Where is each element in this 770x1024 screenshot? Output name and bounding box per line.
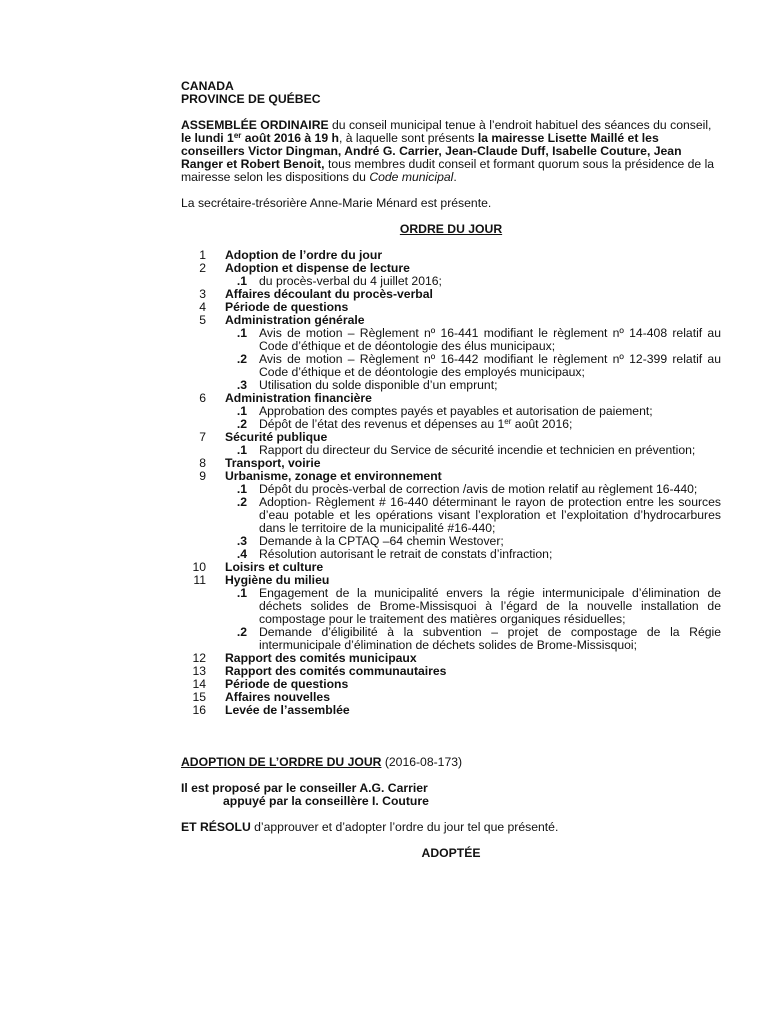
agenda-subitem-number: .1 (236, 404, 247, 418)
agenda-subitem-number: .1 (236, 443, 247, 457)
secretary-note: La secrétaire-trésorière Anne-Marie Ménard est présente. (181, 196, 492, 210)
agenda-subitem (181, 496, 721, 535)
agenda-item (181, 704, 721, 717)
agenda-subitem (181, 327, 721, 353)
agenda-item (181, 314, 721, 327)
agenda-item-number: 8 (199, 456, 206, 470)
agenda-item-title: Urbanisme, zonage et environnement (225, 469, 442, 483)
agenda-subitem-number: .4 (236, 547, 247, 561)
agenda-subitem-text: Demande à la CPTAQ –64 chemin Westover; (259, 534, 504, 548)
agenda-item (181, 470, 721, 483)
agenda-subitem-text: Utilisation du solde disponible d’un emprunt; (259, 378, 498, 392)
agenda-item-title: Période de questions (225, 677, 349, 691)
agenda-item-number: 7 (199, 430, 206, 444)
agenda-item-number: 13 (192, 664, 206, 678)
agenda-subitem-text: Avis de motion – Règlement nº 16-442 modifiant le règlement nº 12-399 relatif au Code d’éthique et de déontologie des employés municipaux; (259, 352, 721, 379)
intro-paragraph: ASSEMBLÉE ORDINAIRE du conseil municipal tenue à l’endroit habituel des séances du conseil, le lundi 1er août 2016 à 19 h, à laquelle sont présents la mairesse Lisette Maillé et les conseillers Victor Dingman, André G. Carrier, Jean-Claude Duff, Isabelle Couture, Jean Ranger et Robert Benoit, tous membres dudit conseil et formant quorum sous la présidence de la mairesse selon les dispositions du Code municipal. (181, 118, 715, 184)
agenda-item-title: Période de questions (225, 300, 349, 314)
agenda-item-title: Affaires nouvelles (225, 690, 330, 704)
agenda-subitem (181, 626, 721, 652)
agenda-subitem-number: .2 (236, 352, 247, 366)
agenda-item-title: Rapport des comités municipaux (225, 651, 417, 665)
agenda-subitem-number: .3 (236, 378, 247, 392)
agenda-item-title: Levée de l’assemblée (225, 703, 350, 717)
agenda-item-number: 5 (199, 313, 206, 327)
agenda-subitem-number: .2 (236, 417, 247, 431)
agenda-item-title: Hygiène du milieu (225, 573, 330, 587)
agenda-subitem (181, 353, 721, 379)
agenda-subitem-number: .1 (236, 274, 247, 288)
agenda-item-number: 12 (192, 651, 206, 665)
agenda-subitem-text: du procès-verbal du 4 juillet 2016; (259, 274, 442, 288)
agenda-item-title: Affaires découlant du procès-verbal (225, 287, 433, 301)
agenda-subitem-number: .1 (236, 326, 247, 340)
agenda-subitem-number: .1 (236, 586, 247, 600)
agenda-subitem (181, 587, 721, 626)
agenda-item-title: Loisirs et culture (225, 560, 324, 574)
resolution-text: ET RÉSOLU d’approuver et d’adopter l’ordre du jour tel que présenté. (181, 820, 559, 834)
agenda-item-title: Administration financière (225, 391, 372, 405)
agenda-subitem-text: Approbation des comptes payés et payables et autorisation de paiement; (259, 404, 653, 418)
agenda-subitem-number: .2 (236, 625, 247, 639)
agenda-subitem-text: Engagement de la municipalité envers la régie intermunicipale d’élimination de déchets solides de Brome-Missisquoi à l’égard de la nouvelle installation de compostage pour le traitement des matières organiques résiduelles; (259, 586, 721, 626)
agenda-subitem-text: Adoption- Règlement # 16-440 déterminant le rayon de protection entre les sources d’eau potable et les opérations visant l’exploration et l’exploitation d’hydrocarbures dans le territoire de la municipalité #16-440; (259, 495, 721, 535)
agenda-subitem-text: Dépôt de l’état des revenus et dépenses au 1er août 2016; (259, 417, 573, 431)
agenda-item-title: Adoption de l’ordre du jour (225, 248, 383, 262)
adopted-label: ADOPTÉE (421, 846, 481, 860)
agenda-subitem-text: Demande d’éligibilité à la subvention – projet de compostage de la Régie intermunicipale d’élimination de déchets solides de Brome-Missisquoi; (259, 625, 721, 652)
agenda-item-number: 16 (192, 703, 206, 717)
attendees: la mairesse Lisette Maillé et les conseillers Victor Dingman, André G. Carrier, Jean-Claude Duff, Isabelle Couture, Jean Ranger et Robert Benoit, (181, 131, 682, 171)
agenda-item-title: Sécurité publique (225, 430, 328, 444)
agenda-item (181, 431, 721, 444)
agenda-item-number: 14 (192, 677, 206, 691)
agenda-item-title: Adoption et dispense de lecture (225, 261, 410, 275)
agenda-title: ORDRE DU JOUR (399, 222, 503, 236)
document-page (181, 80, 721, 860)
agenda-item-number: 2 (199, 261, 206, 275)
agenda-subitem-number: .3 (236, 534, 247, 548)
code-municipal-ref: Code municipal (369, 170, 454, 184)
agenda-item-number: 9 (199, 469, 206, 483)
agenda-item-number: 11 (193, 573, 206, 587)
agenda-subitem-text: Dépôt du procès-verbal de correction /avis de motion relatif au règlement 16-440; (259, 482, 698, 496)
meeting-type: ASSEMBLÉE ORDINAIRE (181, 118, 329, 132)
agenda-item-number: 10 (192, 560, 206, 574)
adoption-heading (181, 756, 721, 769)
agenda-list (181, 249, 721, 717)
agenda-subitem-text: Résolution autorisant le retrait de constats d’infraction; (259, 547, 553, 561)
agenda-item (181, 574, 721, 587)
agenda-item-number: 3 (199, 287, 206, 301)
agenda-item-number: 1 (199, 248, 206, 262)
agenda-item (181, 392, 721, 405)
meeting-date: le lundi 1er août 2016 à 19 h (181, 131, 339, 145)
agenda-item-number: 4 (199, 300, 206, 314)
seconded-by: appuyé par la conseillère I. Couture (223, 794, 429, 808)
agenda-item-title: Transport, voirie (225, 456, 321, 470)
agenda-subitem-text: Rapport du directeur du Service de sécurité incendie et technicien en prévention; (259, 443, 696, 457)
province-heading: PROVINCE DE QUÉBEC (181, 92, 321, 106)
country-heading: CANADA (181, 79, 234, 93)
agenda-subitem-number: .2 (236, 495, 247, 509)
agenda-item-title: Rapport des comités communautaires (225, 664, 447, 678)
agenda-item-number: 6 (199, 391, 206, 405)
proposed-by: Il est proposé par le conseiller A.G. Carrier (181, 781, 428, 795)
adoption-title: ADOPTION DE L’ORDRE DU JOUR (181, 755, 382, 769)
agenda-subitem-number: .1 (236, 482, 247, 496)
agenda-item (181, 262, 721, 275)
agenda-item-number: 15 (192, 690, 206, 704)
resolution-number: (2016-08-173) (381, 755, 463, 769)
agenda-subitem-text: Avis de motion – Règlement nº 16-441 modifiant le règlement nº 14-408 relatif au Code d’éthique et de déontologie des élus municipaux; (259, 326, 721, 353)
agenda-item-title: Administration générale (225, 313, 365, 327)
